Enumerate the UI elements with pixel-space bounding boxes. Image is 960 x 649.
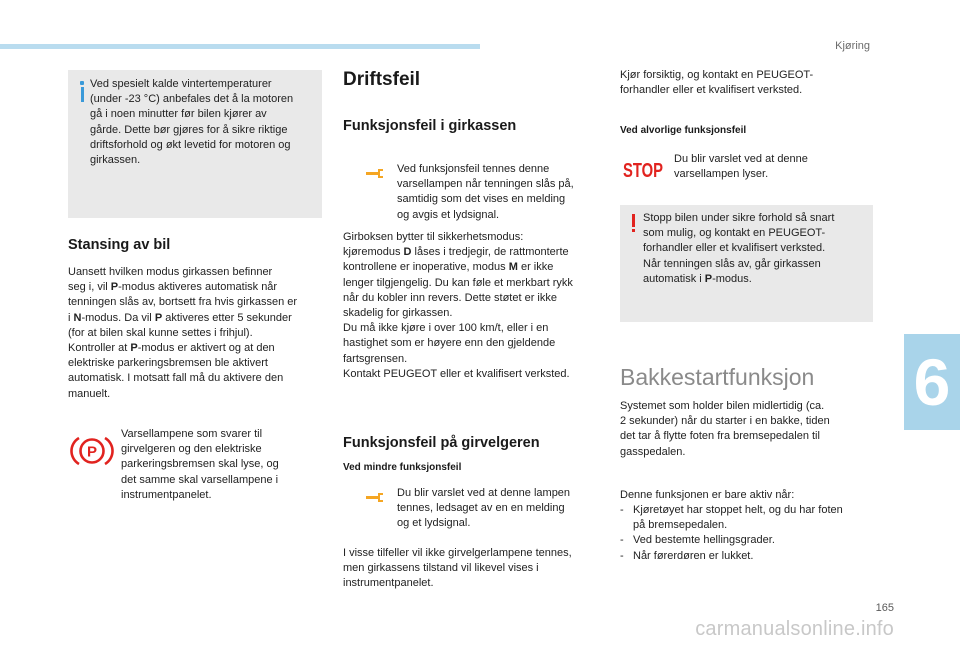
minor-fault-label: Ved mindre funksjonsfeil: [343, 462, 462, 473]
text-line: 2 sekunder) når du starter i en bakke, tiden: [620, 415, 830, 428]
text-line: Ved spesielt kalde vintertemperaturer: [90, 78, 272, 90]
text-line: elektriske parkeringsbremsen ble aktivert: [68, 357, 268, 370]
minor-icon-text: [397, 486, 570, 532]
text-line: gårde. Dette bør gjøres for å sikre riktige: [90, 123, 288, 136]
text-line: lenger tilgjengelig. Du kan føle et merkbart rykk: [343, 276, 573, 289]
text-line: som mulig, og kontakt en PEUGEOT-: [643, 227, 826, 240]
text-line: automatisk. I motsatt fall må du aktivere den: [68, 372, 284, 385]
info-icon: [79, 81, 85, 102]
condition-item: [620, 533, 843, 548]
parking-title: Stansing av bil: [68, 237, 171, 253]
text-line: Kontakt PEUGEOT eller et kvalifisert verksted.: [343, 367, 570, 380]
brake-warning-text: [121, 427, 279, 503]
exclamation-icon: [630, 214, 636, 232]
text-line: (for at bilen skal kunne settes i frihjul).: [68, 326, 253, 339]
text-line: gå i noen minutter før bilen kjører av: [90, 108, 267, 121]
gearbox-icon-text: [397, 162, 574, 223]
stop-warning-icon: [623, 158, 665, 180]
text-line: parkeringsbremsen skal lyse, og: [121, 458, 279, 471]
text-line: automatisk i P-modus.: [643, 272, 752, 285]
text-line: fartsgrensen.: [343, 352, 408, 365]
text-line: Ved bestemte hellingsgrader.: [633, 534, 775, 547]
parking-icon-letter: P: [86, 443, 98, 461]
wrench-warning-icon: [366, 168, 384, 179]
selector-fault-title: Funksjonsfeil på girvelgeren: [343, 435, 540, 451]
gearbox-text: [343, 230, 573, 382]
page-number: 165: [875, 602, 894, 614]
text-line: Systemet som holder bilen midlertidig (ca.: [620, 400, 825, 412]
text-line: det tar å flytte foten fra bremsepedalen til: [620, 430, 820, 443]
text-line: varsellampen når tenningen slås på,: [397, 178, 574, 191]
intro-text: [620, 68, 813, 98]
text-line: girkassen.: [90, 154, 141, 167]
chapter-number: 6: [913, 345, 951, 419]
warning-box: [620, 205, 873, 322]
text-line: Ved funksjonsfeil tennes denne: [397, 163, 550, 175]
text-line: Du må ikke kjøre i over 100 km/t, eller i en: [343, 322, 549, 335]
conditions-list: [620, 503, 843, 564]
text-line: seg i, vil P-modus aktiveres automatisk når: [68, 281, 278, 294]
text-line: forhandler eller et kvalifisert verksted.: [620, 84, 803, 97]
text-line: Stopp bilen under sikre forhold så snart: [643, 212, 835, 224]
driftsfeil-title: Driftsfeil: [343, 69, 421, 90]
text-line: manuelt.: [68, 387, 111, 400]
text-line: Varsellampene som svarer til: [121, 428, 263, 440]
text-line: på bremsepedalen.: [633, 519, 728, 532]
warning-text: [643, 211, 834, 287]
text-line: kjøremodus D låses i tredjegir, de rattmonterte: [343, 246, 569, 259]
minor-text: [343, 546, 572, 592]
parking-text: [68, 265, 297, 402]
condition-dash: -: [620, 504, 624, 516]
text-line: samtidig som det vises en melding: [397, 193, 566, 206]
text-line: Girboksen bytter til sikkerhetsmodus:: [343, 231, 524, 243]
condition-item: [620, 503, 843, 533]
text-line: og et lydsignal.: [397, 517, 471, 530]
parking-brake-warning-icon: [70, 434, 114, 468]
stop-text: STOP: [623, 160, 663, 182]
text-line: tenningen slås av, bortsett fra hvis girkassen er: [68, 296, 298, 309]
text-line: tennes, ledsaget av en en melding: [397, 502, 565, 515]
text-line: Kjøretøyet har stoppet helt, og du har foten: [633, 504, 843, 516]
text-line: i N-modus. Da vil P aktiveres etter 5 sekunder: [68, 311, 292, 324]
text-line: I visse tilfeller vil ikke girvelgerlampene tennes,: [343, 547, 572, 559]
conditions-intro: Denne funksjonen er bare aktiv når:: [620, 489, 795, 501]
text-line: når du kobler inn revers. Dette støtet er ikke: [343, 291, 557, 304]
text-line: det samme skal varsellampene i: [121, 473, 279, 486]
text-line: instrumentpanelet.: [343, 577, 434, 590]
text-line: men girkassens tilstand vil likevel vises i: [343, 562, 539, 575]
text-line: forhandler eller et kvalifisert verksted.: [643, 242, 826, 255]
info-text: [90, 77, 293, 168]
text-line: Du blir varslet ved at denne lampen: [397, 487, 571, 499]
chapter-tab: [904, 334, 960, 430]
condition-dash: -: [620, 549, 624, 562]
stop-warning-text: [674, 152, 808, 182]
text-line: Du blir varslet ved at denne: [674, 153, 808, 165]
text-line: (under -23 °C) anbefales det å la motoren: [90, 93, 294, 106]
condition-dash: -: [620, 534, 624, 547]
text-line: Når førerdøren er lukket.: [633, 549, 754, 562]
condition-item: [620, 549, 843, 564]
text-line: gasspedalen.: [620, 445, 686, 458]
section-label: Kjøring: [835, 40, 870, 52]
text-line: instrumentpanelet.: [121, 488, 212, 501]
text-line: skadelig for girkassen.: [343, 307, 453, 320]
text-line: Uansett hvilken modus girkassen befinner: [68, 266, 273, 278]
text-line: varsellampen lyser.: [674, 168, 769, 181]
text-line: Kontroller at P-modus er aktivert og at den: [68, 342, 275, 355]
text-line: og avgis et lydsignal.: [397, 208, 500, 221]
text-line: kontrollene er inoperative, modus M er ikke: [343, 261, 554, 274]
hill-start-text: [620, 399, 830, 460]
watermark: carmanualsonline.info: [695, 618, 894, 640]
text-line: girvelgeren og den elektriske: [121, 443, 262, 456]
serious-fault-label: Ved alvorlige funksjonsfeil: [620, 125, 747, 136]
wrench-warning-icon-2: [366, 492, 384, 503]
text-line: Når tenningen slås av, går girkassen: [643, 257, 821, 270]
gearbox-fault-title: Funksjonsfeil i girkassen: [343, 118, 517, 134]
text-line: Kjør forsiktig, og kontakt en PEUGEOT-: [620, 69, 814, 81]
info-box: [68, 70, 322, 218]
text-line: driftsforhold og økt levetid for motoren og: [90, 138, 291, 151]
hill-start-title: Bakkestartfunksjon: [620, 364, 815, 390]
header-accent-bar: [0, 44, 480, 49]
text-line: hastighet som er høyere enn den gjeldende: [343, 337, 556, 350]
